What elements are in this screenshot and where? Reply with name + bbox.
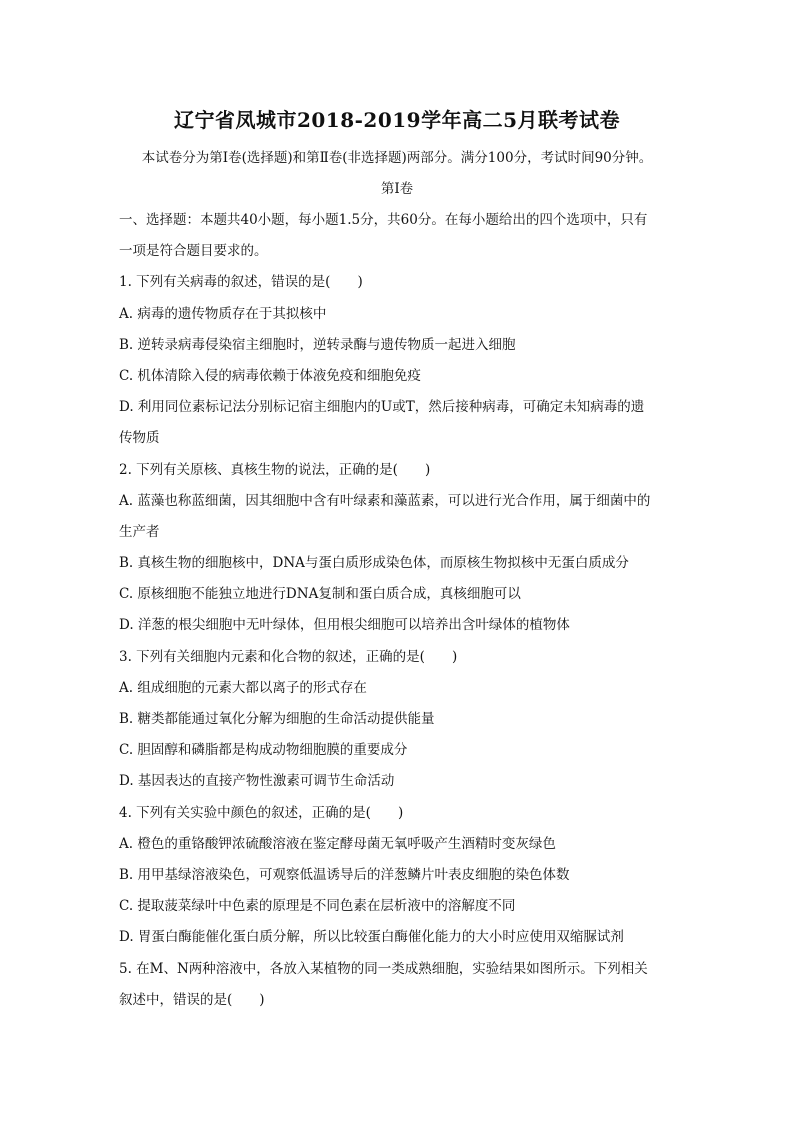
- question-5: [119, 954, 679, 1016]
- option-a: A. 蓝藻也称蓝细菌，因其细胞中含有叶绿素和藻蓝素，可以进行光合作用，属于细菌中的: [119, 492, 651, 509]
- option-c: C. 胆固醇和磷脂都是构成动物细胞膜的重要成分: [119, 742, 408, 759]
- section-label: 第Ⅰ卷: [380, 181, 414, 197]
- option-b: B. 用甲基绿溶液染色，可观察低温诱导后的洋葱鳞片叶表皮细胞的染色体数: [119, 866, 570, 883]
- option-a-continued: 生产者: [119, 523, 160, 540]
- question-stem: 3. 下列有关细胞内元素和化合物的叙述，正确的是( ): [119, 648, 458, 665]
- option-d: D. 利用同位素标记法分别标记宿主细胞内的U或T，然后接种病毒，可确定未知病毒的遗: [119, 399, 645, 416]
- question-3: [119, 642, 679, 798]
- question-stem: 1. 下列有关病毒的叙述，错误的是( ): [119, 274, 363, 291]
- question-1: [119, 267, 679, 454]
- option-a: A. 病毒的遗传物质存在于其拟核中: [119, 305, 327, 322]
- option-c: C. 原核细胞不能独立地进行DNA复制和蛋白质合成，真核细胞可以: [119, 586, 521, 603]
- page-title: 辽宁省凤城市2018-2019学年高二5月联考试卷: [173, 108, 621, 132]
- option-b: B. 逆转录病毒侵染宿主细胞时，逆转录酶与遗传物质一起进入细胞: [119, 336, 516, 353]
- question-stem: 4. 下列有关实验中颜色的叙述，正确的是( ): [119, 804, 404, 821]
- option-c: C. 机体清除入侵的病毒依赖于体液免疫和细胞免疫: [119, 367, 421, 384]
- option-c: C. 提取菠菜绿叶中色素的原理是不同色素在层析液中的溶解度不同: [119, 898, 516, 915]
- question-2: [119, 455, 679, 642]
- option-d: D. 胃蛋白酶能催化蛋白质分解，所以比较蛋白酶催化能力的大小时应使用双缩脲试剂: [119, 929, 624, 946]
- option-d: D. 基因表达的直接产物性激素可调节生命活动: [119, 773, 395, 790]
- option-a: A. 组成细胞的元素大都以离子的形式存在: [119, 679, 367, 696]
- instructions-line-2: 一项是符合题目要求的。: [119, 243, 268, 260]
- question-stem: 5. 在M、N两种溶液中，各放入某植物的同一类成熟细胞，实验结果如图所示。下列相关: [119, 960, 648, 977]
- question-content: [119, 205, 679, 1016]
- exam-intro: 本试卷分为第Ⅰ卷(选择题)和第Ⅱ卷(非选择题)两部分。满分100分，考试时间90分钟。: [141, 150, 653, 166]
- option-b: B. 真核生物的细胞核中，DNA与蛋白质形成染色体，而原核生物拟核中无蛋白质成分: [119, 555, 629, 572]
- option-a: A. 橙色的重铬酸钾浓硫酸溶液在鉴定酵母菌无氧呼吸产生酒精时变灰绿色: [119, 835, 556, 852]
- option-d: D. 洋葱的根尖细胞中无叶绿体，但用根尖细胞可以培养出含叶绿体的植物体: [119, 617, 570, 634]
- question-stem: 2. 下列有关原核、真核生物的说法，正确的是( ): [119, 461, 431, 478]
- option-d-continued: 传物质: [119, 430, 160, 447]
- question-stem-continued: 叙述中，错误的是( ): [119, 991, 265, 1008]
- instructions-line-1: 一、选择题：本题共40小题，每小题1.5分，共60分。在每小题给出的四个选项中，只有: [119, 212, 648, 228]
- question-4: [119, 798, 679, 954]
- option-b: B. 糖类都能通过氧化分解为细胞的生命活动提供能量: [119, 711, 435, 727]
